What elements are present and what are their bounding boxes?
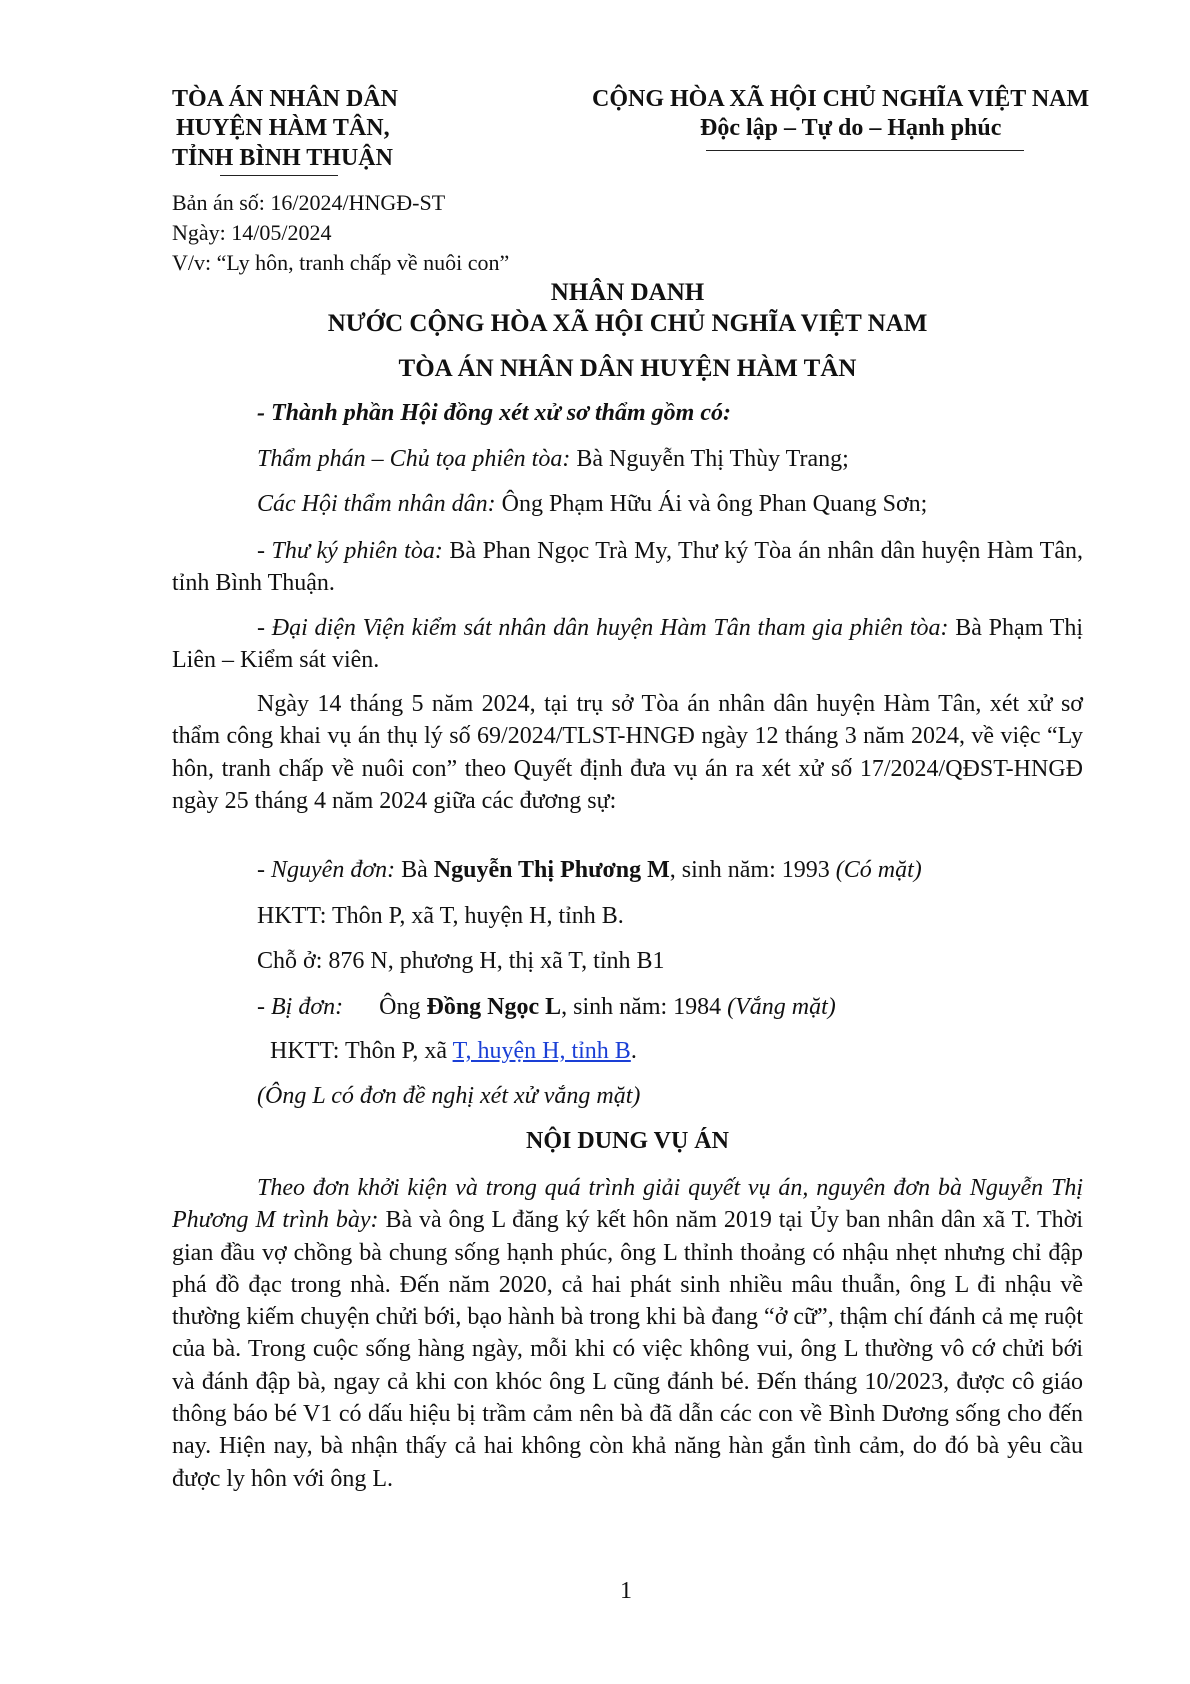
left-header-underline (220, 175, 338, 176)
plaintiff-hktt: HKTT: Thôn P, xã T, huyện H, tỉnh B. (257, 903, 624, 929)
right-header-underline (706, 150, 1024, 151)
plaintiff-line (257, 857, 922, 884)
content-lead: Theo đơn khởi kiện và trong quá trình giải quyết vụ án, nguyên đơn bà Nguyễn Thị Phương M trình bày: (172, 1175, 1083, 1234)
plaintiff-prefix: Bà (395, 857, 434, 883)
defendant-name: Đồng Ngọc L (426, 994, 562, 1020)
plaintiff-dash: - (257, 857, 271, 883)
defendant-prefix: Ông (379, 994, 427, 1020)
defendant-birth: , sinh năm: 1984 (561, 994, 728, 1020)
defendant-hktt (270, 1038, 637, 1065)
plaintiff-birth: , sinh năm: 1993 (669, 857, 836, 883)
content-body: Bà và ông L đăng ký kết hôn năm 2019 tại Ủy ban nhân dân xã T. Thời gian đầu vợ chồng bà chung sống hạnh phúc, ông L thỉnh thoảng có nhậu nhẹt nhưng chỉ đập phá đồ đạc trong nhà. Đến năm 2020, cả hai phát sinh nhiều mâu thuẫn, ông L đi nhậu về thường kiếm chuyện chửi bới, bạo hành bà trong khi bà đang “ở cữ”, thậm chí đánh cả mẹ ruột của bà. Trong cuộc sống hàng ngày, mỗi khi có việc không vui, ông L thường vô cớ chửi bới và đánh đập bà, ngay cả khi con khóc ông L cũng đánh bé. Đến tháng 10/2023, được cô giáo thông báo bé V1 có dấu hiệu bị trầm cảm nên bà đã dẫn các con về Bình Dương sống cho đến nay. Hiện nay, bà nhận thấy cả hai không còn khả năng hàn gắn tình cảm, do đó bà yêu cầu được ly hôn với ông L. (172, 1207, 1083, 1492)
procurator-paragraph (172, 612, 1083, 677)
jurors-label: Các Hội thẩm nhân dân: (257, 491, 496, 517)
page-number: 1 (620, 1578, 632, 1604)
procurator-dash: - (257, 615, 272, 641)
case-number: Bản án số: 16/2024/HNGĐ-ST (172, 190, 446, 215)
procurator-value: Bà Phạm Thị Liên – Kiểm sát viên. (172, 615, 1083, 674)
clerk-label: Thư ký phiên tòa: (271, 538, 443, 564)
defendant-line (257, 994, 836, 1021)
plaintiff-name: Nguyễn Thị Phương M (433, 857, 670, 883)
defendant-hktt-suffix: . (630, 1038, 637, 1064)
title-nation: NƯỚC CỘNG HÒA XÃ HỘI CHỦ NGHĨA VIỆT NAM (327, 310, 928, 337)
intro-paragraph: Ngày 14 tháng 5 năm 2024, tại trụ sở Tòa án nhân dân huyện Hàm Tân, xét xử sơ thẩm công khai vụ án thụ lý số 69/2024/TLST-HNGĐ ngày 12 tháng 3 năm 2024, về việc “Ly hôn, tranh chấp về nuôi con” theo Quyết định đưa vụ án ra xét xử số 17/2024/QĐST-HNGĐ ngày 25 tháng 4 năm 2024 giữa các đương sự: (172, 691, 1083, 814)
nation-motto: Độc lập – Tự do – Hạnh phúc (700, 115, 1002, 141)
defendant-note: (Ông L có đơn đề nghị xét xử vắng mặt) (257, 1083, 641, 1109)
clerk-value: Bà Phan Ngọc Trà My, Thư ký Tòa án nhân dân huyện Hàm Tân, tỉnh Bình Thuận. (172, 538, 1083, 597)
jurors-value: Ông Phạm Hữu Ái và ông Phan Quang Sơn; (495, 491, 928, 517)
court-name-line1: TÒA ÁN NHÂN DÂN (172, 86, 399, 112)
title-in-the-name-of: NHÂN DANH (550, 279, 705, 306)
procurator-label: Đại diện Viện kiểm sát nhân dân huyện Hàm Tân tham gia phiên tòa: (271, 615, 949, 641)
judge-line (257, 446, 849, 473)
defendant-address-link[interactable]: T, huyện H, tỉnh B (452, 1038, 631, 1064)
plaintiff-residence: Chỗ ở: 876 N, phương H, thị xã T, tỉnh B1 (257, 948, 665, 974)
court-name-line2: HUYỆN HÀM TÂN, (176, 115, 390, 141)
panel-heading: - Thành phần Hội đồng xét xử sơ thẩm gồm có: (257, 400, 731, 426)
section-title: NỘI DUNG VỤ ÁN (526, 1128, 729, 1154)
plaintiff-status: (Có mặt) (835, 857, 922, 883)
defendant-hktt-prefix: HKTT: Thôn P, xã (270, 1038, 453, 1064)
title-court: TÒA ÁN NHÂN DÂN HUYỆN HÀM TÂN (398, 355, 857, 382)
clerk-dash: - (257, 538, 272, 564)
case-subject: V/v: “Ly hôn, tranh chấp về nuôi con” (172, 250, 510, 275)
content-paragraph (172, 1172, 1083, 1495)
plaintiff-label: Nguyên đơn: (271, 857, 396, 883)
defendant-label: Bị đơn: (271, 994, 344, 1020)
clerk-paragraph (172, 535, 1083, 600)
nation-title: CỘNG HÒA XÃ HỘI CHỦ NGHĨA VIỆT NAM (592, 86, 1090, 112)
judge-value: Bà Nguyễn Thị Thùy Trang; (570, 446, 849, 472)
court-name-line3: TỈNH BÌNH THUẬN (172, 145, 393, 171)
defendant-dash: - (257, 994, 271, 1020)
judge-label: Thẩm phán – Chủ tọa phiên tòa: (257, 446, 571, 472)
defendant-status: (Vắng mặt) (727, 994, 836, 1020)
jurors-line (257, 491, 927, 518)
case-date: Ngày: 14/05/2024 (172, 220, 332, 245)
